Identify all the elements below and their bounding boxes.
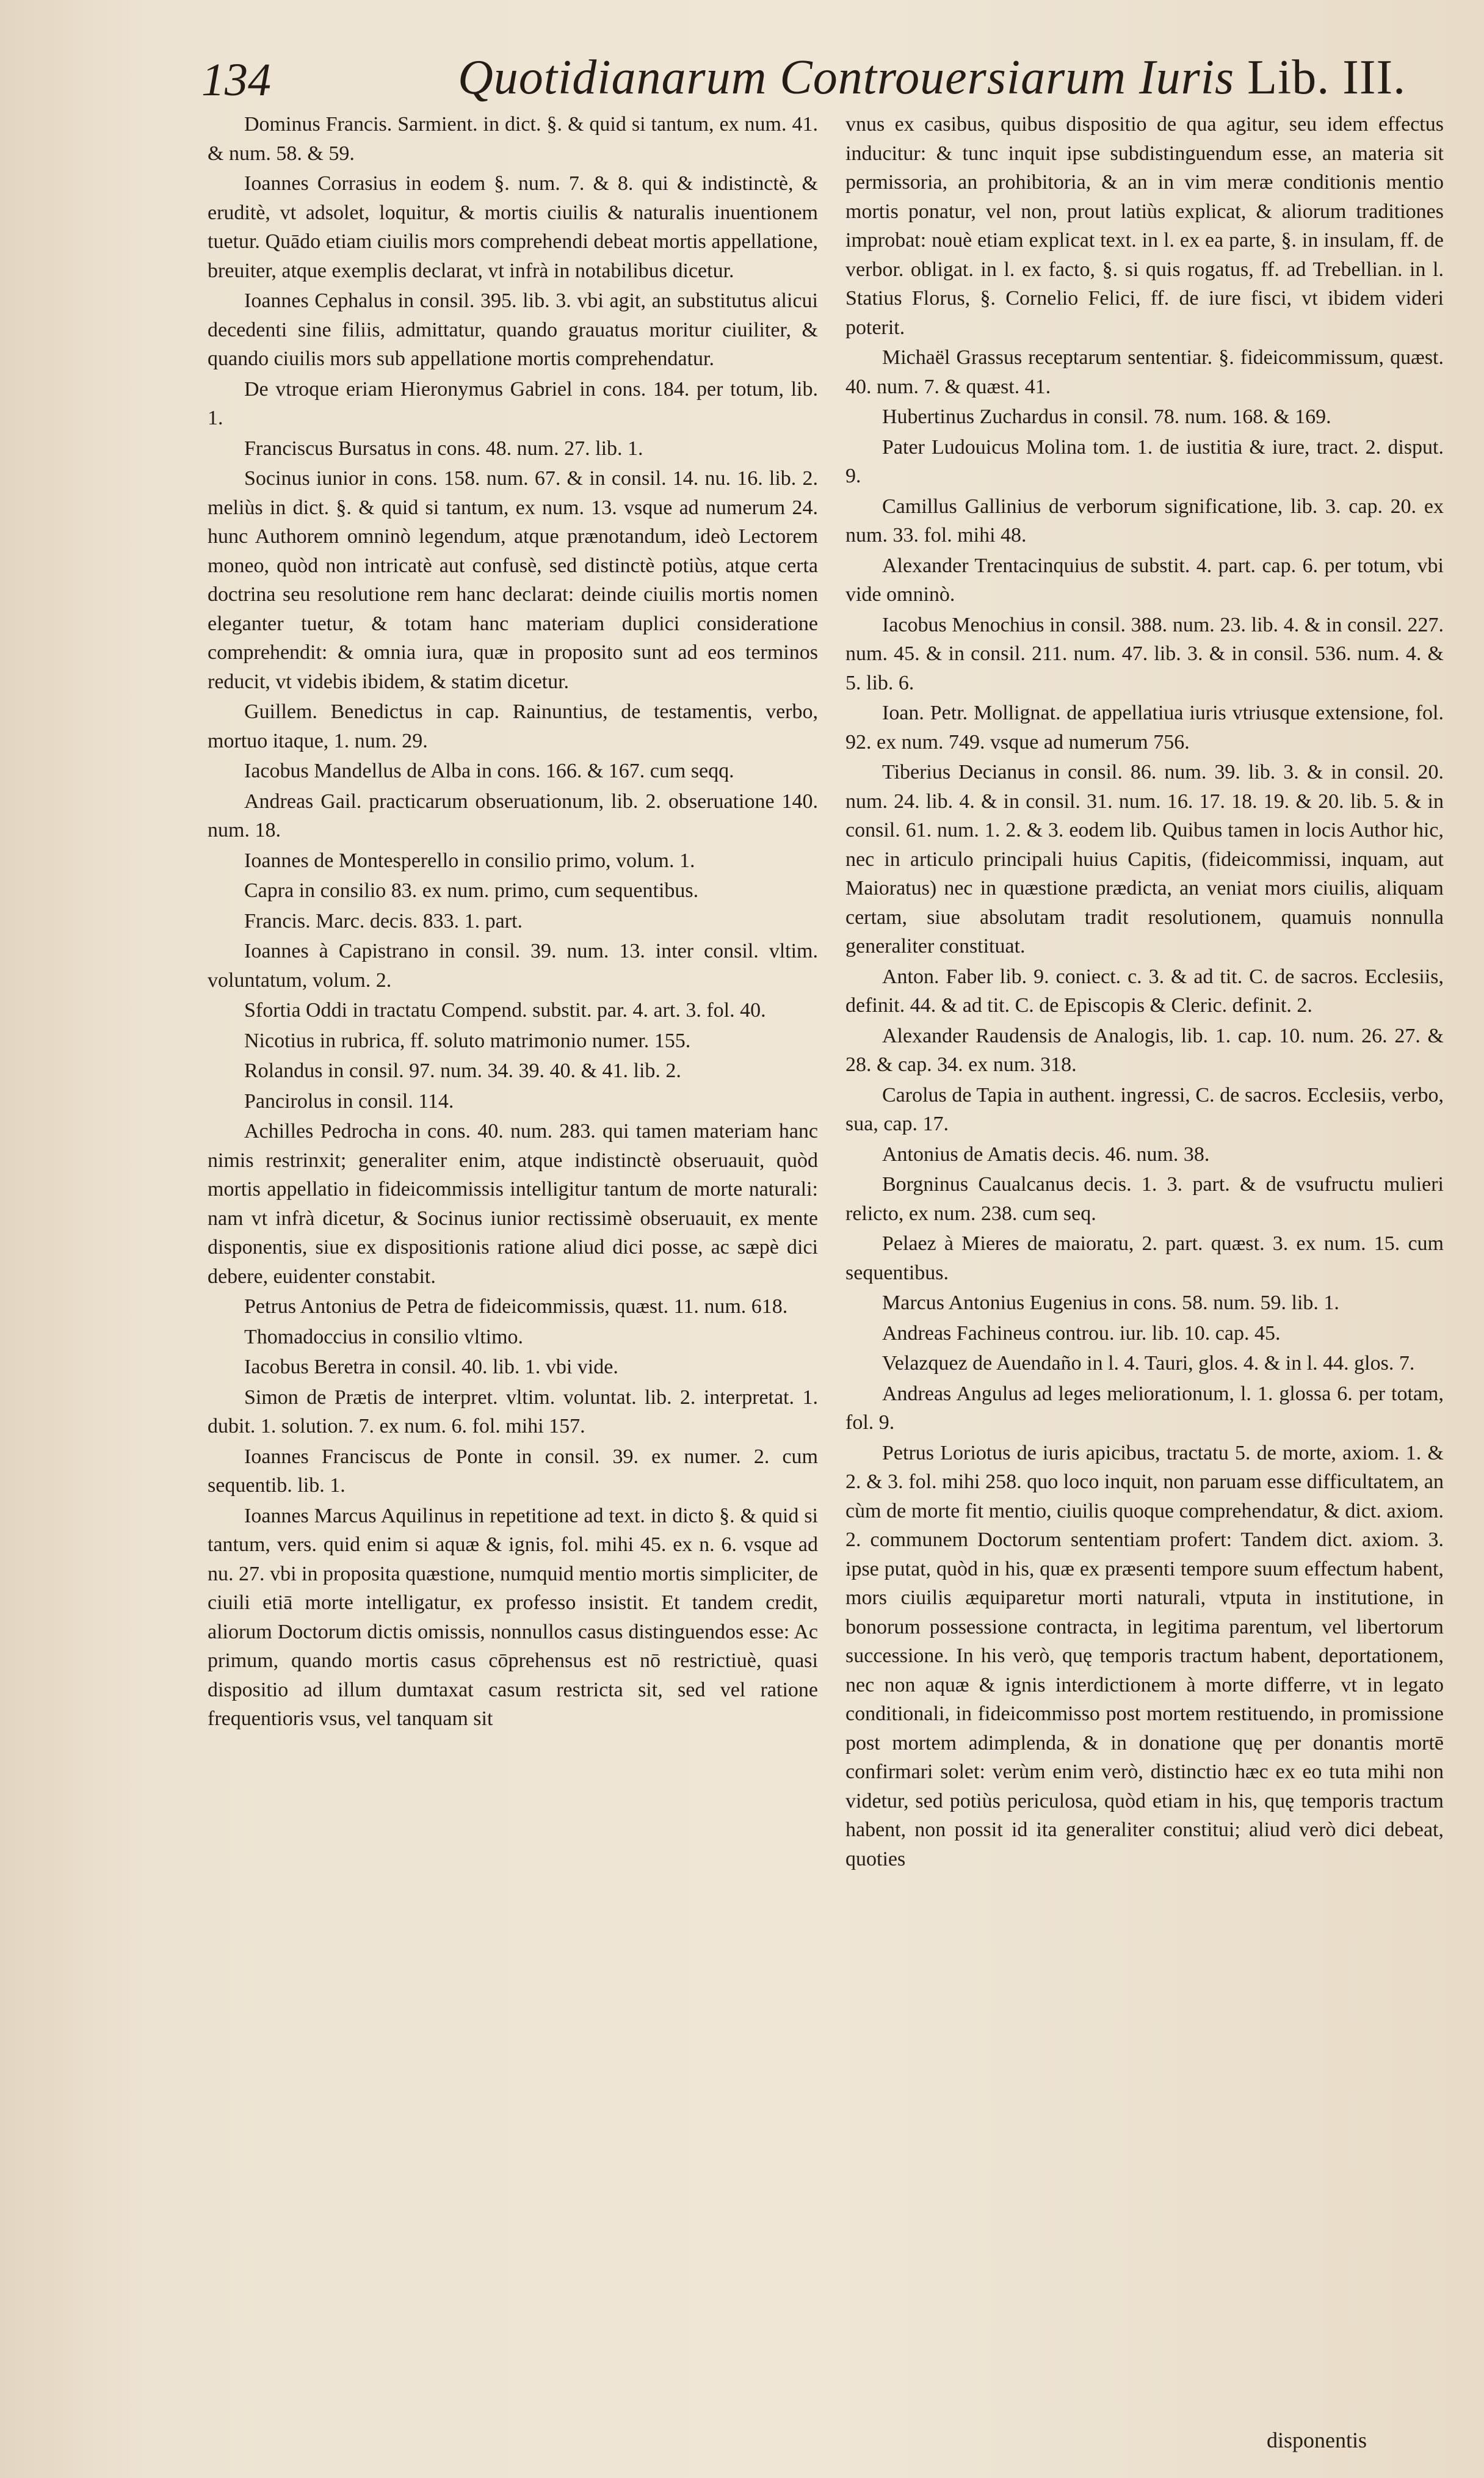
citation-entry: Socinus iunior in cons. 158. num. 67. & in consil. 14. nu. 16. lib. 2. meliùs in dict. §. & quid si tantum, ex num. 13. vsque ad numerum 24. hunc Authorem omninò legendum, atque prænotandum, ideò Lectorem moneo, quòd non intricatè aut confusè, sed distinctè potiùs, atque certa doctrina seu resolutione rem hanc declarat: deinde ciuilis mortis nomen eleganter tuetur, & totam hanc materiam duplici consideratione comprehendit: & omnia iura, quæ in proposito sunt ad eos terminos reducit, vt videbis ibidem, & statim dicetur. [208, 467, 818, 693]
citation-entry: Pelaez à Mieres de maioratu, 2. part. quæst. 3. ex num. 15. cum sequentibus. [845, 1232, 1444, 1284]
citation-entry: Ioannes à Capistrano in consil. 39. num. 13. inter consil. vltim. voluntatum, volum. 2. [208, 940, 818, 992]
citation-entry: Petrus Loriotus de iuris apicibus, tractatu 5. de morte, axiom. 1. & 2. & 3. fol. mihi 258. quo loco inquit, non paruam esse difficultatem, an cùm de morte fit mentio, ciuilis quoque comprehendatur, & dict. axiom. 2. communem Doctorum sententiam profert: Tandem dict. axiom. 3. ipse putat, quòd in his, quæ ex præsenti tempore suum effectum habent, mors ciuilis æquiparetur morti naturali, vtputa in institutione, in bonorum possessione contracta, in legitima parentum, vel libertorum successione. In his verò, quę temporis tractum habent, deportationem, nec non aquæ & ignis interdictionem à morte differre, vt in legato conditionali, in fideicommisso post mortem restituendo, in promissione post mortem adimplenda, & in donatione quę per donantis mortē confirmari solet: verùm enim verò, distinctio hæc ex eo tuta mihi non videtur, sed potiùs periculosa, quòd etiam in his, quę temporis tractum habent, non possit id ita generaliter constitui; aliud verò dici debeat, quoties [845, 1441, 1444, 1870]
citation-entry: Sfortia Oddi in tractatu Compend. substit. par. 4. art. 3. fol. 40. [244, 999, 766, 1022]
citation-entry: Achilles Pedrocha in cons. 40. num. 283. qui tamen materiam hanc nimis restrinxit; generaliter enim, atque indistinctè obseruauit, quòd mortis appellatio in fideicommissis intelligitur tantum de morte naturali: nam vt infrà dicetur, & Socinus iunior rectissimè obseruauit, ex mente disponentis, siue ex dispositionis ratione aliud dici posse, ac sæpè dici debere, euidenter constabit. [208, 1120, 818, 1288]
citation-entry: Pater Ludouicus Molina tom. 1. de iustitia & iure, tract. 2. disput. 9. [845, 435, 1444, 487]
citation-entry: Borgninus Caualcanus decis. 1. 3. part. & de vsufructu mulieri relicto, ex num. 238. cum seq. [845, 1173, 1444, 1225]
citation-entry: Tiberius Decianus in consil. 86. num. 39. lib. 3. & in consil. 20. num. 24. lib. 4. & in consil. 31. num. 16. 17. 18. 19. & 20. lib. 5. & in consil. 61. num. 1. 2. & 3. eodem lib. Quibus tamen in locis Author hic, nec in articulo principali huius Capitis, (fideicommissi, inquam, aut Maioratus) nec in quæstione prædicta, an veniat mors ciuilis, aliquam certam, siue absolutam tradit resolutionem, quamuis nonnulla generaliter constituat. [845, 761, 1444, 957]
citation-entry: Simon de Prætis de interpret. vltim. voluntat. lib. 2. interpretat. 1. dubit. 1. solution. 7. ex num. 6. fol. mihi 157. [208, 1386, 818, 1437]
citation-entry: Andreas Fachineus controu. iur. lib. 10. cap. 45. [882, 1321, 1281, 1345]
citation-entry: Franciscus Bursatus in cons. 48. num. 27. lib. 1. [244, 437, 643, 460]
citation-entry: Pancirolus in consil. 114. [244, 1089, 454, 1113]
citation-entry: Capra in consilio 83. ex num. primo, cum sequentibus. [244, 879, 699, 902]
citation-entry: Ioan. Petr. Mollignat. de appellatiua iuris vtriusque extensione, fol. 92. ex num. 749. vsque ad numerum 756. [845, 702, 1444, 754]
catchword: disponentis [1267, 2428, 1367, 2452]
citation-entry: Francis. Marc. decis. 833. 1. part. [244, 909, 523, 932]
citation-entry: Iacobus Mandellus de Alba in cons. 166. & 167. cum seqq. [244, 760, 734, 782]
citation-entry: Hubertinus Zuchardus in consil. 78. num. 168. & 169. [882, 405, 1331, 428]
citation-entry: Guillem. Benedictus in cap. Rainuntius, de testamentis, verbo, mortuo itaque, 1. num. 29. [208, 700, 818, 752]
citation-entry: Dominus Francis. Sarmient. in dict. §. & quid si tantum, ex num. 41. & num. 58. & 59. [208, 113, 818, 165]
citation-entry: Alexander Trentacinquius de substit. 4. part. cap. 6. per totum, vbi vide omninò. [845, 554, 1444, 606]
page-header [201, 37, 1406, 116]
citation-entry: Andreas Gail. practicarum obseruationum, lib. 2. obseruatione 140. num. 18. [208, 790, 818, 841]
citation-entry: Andreas Angulus ad leges meliorationum, l. 1. glossa 6. per totam, fol. 9. [845, 1382, 1444, 1434]
citation-entry: Iacobus Menochius in consil. 388. num. 23. lib. 4. & in consil. 227. num. 45. & in consil. 211. num. 47. lib. 3. & in consil. 536. num. 4. & 5. lib. 6. [845, 613, 1444, 694]
citation-entry: Ioannes Franciscus de Ponte in consil. 39. ex numer. 2. cum sequentib. lib. 1. [208, 1445, 818, 1497]
page-number: 134 [201, 54, 271, 106]
citation-entry: Ioannes Corrasius in eodem §. num. 7. & 8. qui & indistinctè, & eruditè, vt adsolet, loquitur, & mortis ciuilis & naturalis inuentionem tuetur. Quādo etiam ciuilis mors comprehendi debeat mortis appellatione, breuiter, atque exemplis declarat, vt infrà in notabilibus dicetur. [208, 172, 818, 282]
citation-entry: Marcus Antonius Eugenius in cons. 58. num. 59. lib. 1. [882, 1292, 1339, 1314]
citation-entry: Alexander Raudensis de Analogis, lib. 1. cap. 10. num. 26. 27. & 28. & cap. 34. ex num. 318. [845, 1024, 1444, 1076]
citation-entry: De vtroque eriam Hieronymus Gabriel in cons. 184. per totum, lib. 1. [208, 377, 818, 429]
citation-entry: Petrus Antonius de Petra de fideicommissis, quæst. 11. num. 618. [244, 1295, 788, 1318]
citation-entry: Thomadoccius in consilio vltimo. [244, 1325, 524, 1348]
citation-entry: Nicotius in rubrica, ff. soluto matrimonio numer. 155. [244, 1029, 691, 1052]
citation-entry: Antonius de Amatis decis. 46. num. 38. [882, 1143, 1210, 1166]
citation-entry: Anton. Faber lib. 9. coniect. c. 3. & ad tit. C. de sacros. Ecclesiis, definit. 44. & ad tit. C. de Episcopis & Cleric. definit. 2. [845, 965, 1444, 1017]
citation-entry: Iacobus Beretra in consil. 40. lib. 1. vbi vide. [244, 1356, 618, 1378]
book-number: Lib. III. [1247, 51, 1406, 104]
citation-entry: Rolandus in consil. 97. num. 34. 39. 40. & 41. lib. 2. [244, 1059, 681, 1082]
citation-entry: Carolus de Tapia in authent. ingressi, C. de sacros. Ecclesiis, verbo, sua, cap. 17. [845, 1083, 1444, 1135]
citation-entry: Velazquez de Auendaño in l. 4. Tauri, glos. 4. & in l. 44. glos. 7. [882, 1352, 1415, 1375]
citation-entry: vnus ex casibus, quibus dispositio de qua agitur, seu idem effectus inducitur: & tunc inquit ipse subdistinguendum esse, an materia sit permissoria, an prohibitoria, & an in vim meræ conditionis mentio mortis ponatur, vel non, prout latiùs explicat, & aliorum traditiones improbat: nouè etiam explicat text. in l. ex ea parte, §. in insulam, ff. de verbor. obligat. in l. ex facto, §. si quis rogatus, ff. ad Trebellian. in l. Statius Florus, §. Cornelio Felici, ff. de iure fisci, vt ibidem videri poterit. [845, 113, 1444, 339]
right-column [845, 110, 1444, 1875]
running-title [458, 50, 1406, 106]
citation-entry: Michaël Grassus receptarum sententiar. §. fideicommissum, quæst. 40. num. 7. & quæst. 41. [845, 346, 1444, 398]
citation-entry: Ioannes Marcus Aquilinus in repetitione ad text. in dicto §. & quid si tantum, vers. quid enim si aquæ & ignis, fol. mihi 45. ex n. 6. vsque ad nu. 27. vbi in proposita quæstione, numquid mentio mortis simpliciter, de ciuili etiā morte intelligatur, ex professo insistit. Et tandem credit, aliorum Doctorum dictis omissis, nonnullos casus distinguendos esse: Ac primum, quando mortis casus cōprehensus est nō restrictiuè, quasi dispositio ad illum dumtaxat casum restricta sit, sed vel ratione frequentioris vsus, vel tanquam sit [208, 1504, 818, 1730]
citation-entry: Camillus Gallinius de verborum significatione, lib. 3. cap. 20. ex num. 33. fol. mihi 48. [845, 495, 1444, 547]
running-title-text: Quotidianarum Controuersiarum Iuris [458, 51, 1235, 104]
citation-entry: Ioannes Cephalus in consil. 395. lib. 3. vbi agit, an substitutus alicui decedenti sine filiis, admittatur, quando grauatus moritur ciuiliter, & quando ciuilis mors sub appellatione mortis comprehendatur. [208, 289, 818, 370]
left-column [208, 110, 818, 1735]
citation-entry: Ioannes de Montesperello in consilio primo, volum. 1. [244, 849, 695, 872]
